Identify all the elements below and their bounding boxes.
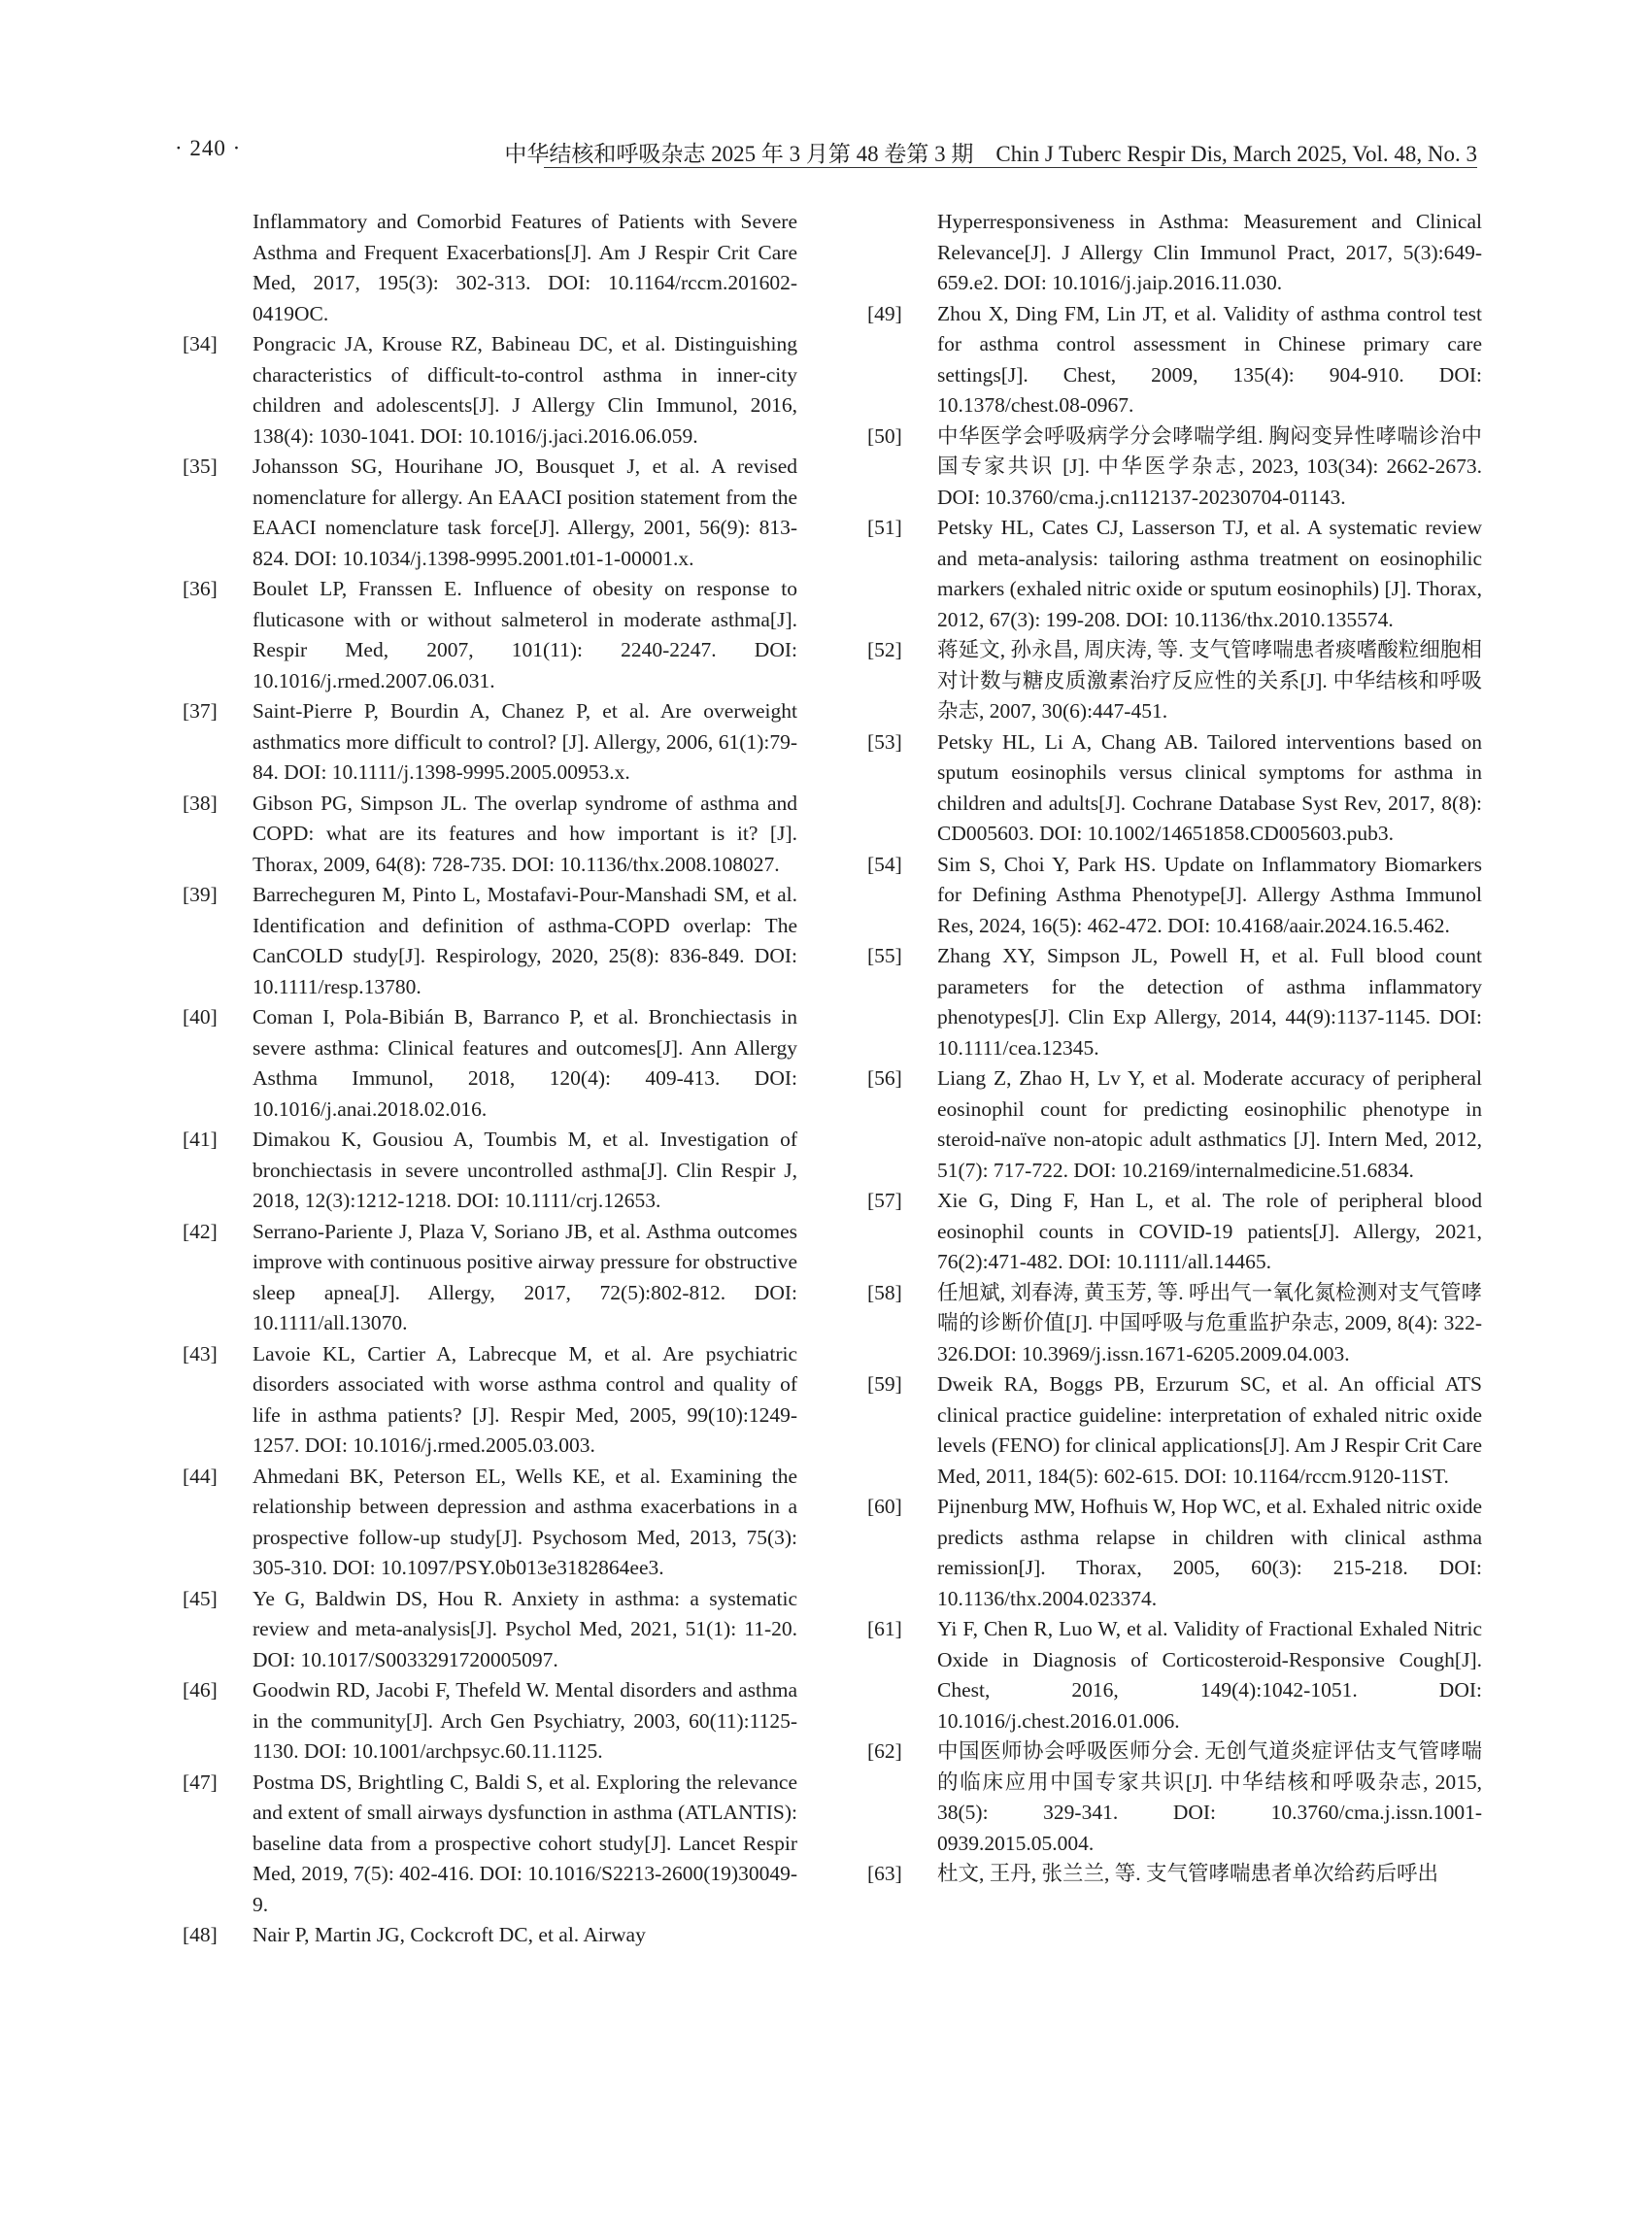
reference-text: Dimakou K, Gousiou A, Toumbis M, et al. Investigation of bronchiectasis in severe uncontrolled asthma[J]. Clin Respir J, 2018, 12(3):1212-1218. DOI: 10.1111/crj.12653. bbox=[253, 1128, 797, 1212]
reference-item bbox=[867, 850, 1482, 942]
reference-number: [59] bbox=[867, 1372, 902, 1396]
reference-number: [36] bbox=[183, 577, 218, 600]
reference-text: Boulet LP, Franssen E. Influence of obesity on response to fluticasone with or without salmeterol in moderate asthma[J]. Respir Med, 2007, 101(11): 2240-2247. DOI: 10.1016/j.rmed.2007.06.031. bbox=[253, 577, 797, 692]
reference-item bbox=[183, 1584, 797, 1676]
reference-text: Petsky HL, Li A, Chang AB. Tailored interventions based on sputum eosinophils versus clinical symptoms for asthma in children and adults[J]. Cochrane Database Syst Rev, 2017, 8(8): CD005603. DOI: 10.1002/14651858.CD005603.pub3. bbox=[937, 729, 1482, 845]
reference-text: Johansson SG, Hourihane JO, Bousquet J, et al. A revised nomenclature for allergy. An EAACI position statement from the EAACI nomenclature task force[J]. Allergy, 2001, 56(9): 813-824. DOI: 10.1034/j.1398-9995.2001.t01-1-00001.x. bbox=[253, 455, 797, 570]
reference-number: [46] bbox=[183, 1678, 218, 1702]
reference-text: 中国医师协会呼吸医师分会. 无创气道炎症评估支气管哮喘的临床应用中国专家共识[J]. 中华结核和呼吸杂志, 2015, 38(5): 329-341. DOI: 10.3760/cma.j.issn.1001-0939.2015.05.004. bbox=[937, 1739, 1482, 1855]
reference-continuation bbox=[183, 207, 797, 329]
reference-number: [38] bbox=[183, 791, 218, 815]
reference-text: Pongracic JA, Krouse RZ, Babineau DC, et al. Distinguishing characteristics of difficult-to-control asthma in inner-city children and adolescents[J]. J Allergy Clin Immunol, 2016, 138(4): 1030-1041. DOI: 10.1016/j.jaci.2016.06.059. bbox=[253, 332, 797, 448]
reference-text: Sim S, Choi Y, Park HS. Update on Inflammatory Biomarkers for Defining Asthma Phenotype[J]. Allergy Asthma Immunol Res, 2024, 16(5): 462-472. DOI: 10.4168/aair.2024.16.5.462. bbox=[937, 852, 1482, 937]
reference-number: [47] bbox=[183, 1770, 218, 1794]
reference-text: Barrecheguren M, Pinto L, Mostafavi-Pour-Manshadi SM, et al. Identification and definition of asthma-COPD overlap: The CanCOLD study[J]. Respirology, 2020, 25(8): 836-849. DOI: 10.1111/resp.13780. bbox=[253, 883, 797, 998]
reference-number: [61] bbox=[867, 1617, 902, 1640]
reference-text: Zhou X, Ding FM, Lin JT, et al. Validity of asthma control test for asthma control assessment in Chinese primary care settings[J]. Chest, 2009, 135(4): 904-910. DOI: 10.1378/chest.08-0967. bbox=[937, 301, 1482, 417]
reference-number: [60] bbox=[867, 1495, 902, 1518]
reference-item bbox=[183, 1920, 797, 1951]
reference-item bbox=[867, 1186, 1482, 1278]
reference-text: Pijnenburg MW, Hofhuis W, Hop WC, et al. Exhaled nitric oxide predicts asthma relapse in children with clinical asthma remission[J]. Thorax, 2005, 60(3): 215-218. DOI: 10.1136/thx.2004.023374. bbox=[937, 1495, 1482, 1610]
reference-item bbox=[183, 880, 797, 1002]
reference-number: [37] bbox=[183, 699, 218, 723]
reference-text: 任旭斌, 刘春涛, 黄玉芳, 等. 呼出气一氧化氮检测对支气管哮喘的诊断价值[J]. 中国呼吸与危重监护杂志, 2009, 8(4): 322-326.DOI: 10.3969/j.issn.1671-6205.2009.04.003. bbox=[937, 1280, 1482, 1365]
reference-item bbox=[867, 727, 1482, 850]
reference-number: [43] bbox=[183, 1341, 218, 1365]
reference-text: 中华医学会呼吸病学分会哮喘学组. 胸闷变异性哮喘诊治中国专家共识 [J]. 中华医学杂志, 2023, 103(34): 2662-2673. DOI: 10.3760/cma.j.cn112137-20230704-01143. bbox=[937, 423, 1482, 509]
reference-item bbox=[183, 696, 797, 789]
reference-text: Ye G, Baldwin DS, Hou R. Anxiety in asthma: a systematic review and meta-analysis[J]. Psychol Med, 2021, 51(1): 11-20. DOI: 10.1017/S0033291720005097. bbox=[253, 1586, 797, 1671]
reference-number: [55] bbox=[867, 944, 902, 967]
page-number: · 240 · bbox=[175, 136, 242, 160]
reference-text: Inflammatory and Comorbid Features of Patients with Severe Asthma and Frequent Exacerbations[J]. Am J Respir Crit Care Med, 2017, 195(3): 302-313. DOI: 10.1164/rccm.201602-0419OC. bbox=[253, 210, 797, 325]
reference-text: Saint-Pierre P, Bourdin A, Chanez P, et al. Are overweight asthmatics more difficult to control? [J]. Allergy, 2006, 61(1):79-84. DOI: 10.1111/j.1398-9995.2005.00953.x. bbox=[253, 699, 797, 784]
reference-number: [44] bbox=[183, 1464, 218, 1488]
reference-number: [53] bbox=[867, 729, 902, 754]
reference-text: 蒋延文, 孙永昌, 周庆涛, 等. 支气管哮喘患者痰嗜酸粒细胞相对计数与糖皮质激素治疗反应性的关系[J]. 中华结核和呼吸杂志, 2007, 30(6):447-451. bbox=[937, 638, 1482, 723]
reference-number: [49] bbox=[867, 301, 902, 325]
reference-number: [51] bbox=[867, 516, 902, 539]
reference-text: Zhang XY, Simpson JL, Powell H, et al. Full blood count parameters for the detection of asthma inflammatory phenotypes[J]. Clin Exp Allergy, 2014, 44(9):1137-1145. DOI: 10.1111/cea.12345. bbox=[937, 944, 1482, 1060]
reference-text: Yi F, Chen R, Luo W, et al. Validity of Fractional Exhaled Nitric Oxide in Diagnosis of Corticosteroid-Responsive Cough[J]. Chest, 2016, 149(4):1042-1051. DOI: 10.1016/j.chest.2016.01.006. bbox=[937, 1617, 1482, 1733]
reference-text: Gibson PG, Simpson JL. The overlap syndrome of asthma and COPD: what are its features and how important is it? [J]. Thorax, 2009, 64(8): 728-735. DOI: 10.1136/thx.2008.108027. bbox=[253, 791, 797, 876]
reference-number: [34] bbox=[183, 332, 218, 355]
reference-text: Liang Z, Zhao H, Lv Y, et al. Moderate accuracy of peripheral eosinophil count for predicting eosinophilic phenotype in steroid-naïve non-atopic adult asthmatics [J]. Intern Med, 2012, 51(7): 717-722. DOI: 10.2169/internalmedicine.51.6834. bbox=[937, 1066, 1482, 1182]
reference-text: 杜文, 王丹, 张兰兰, 等. 支气管哮喘患者单次给药后呼出 bbox=[937, 1862, 1439, 1885]
reference-text: Serrano-Pariente J, Plaza V, Soriano JB, et al. Asthma outcomes improve with continuous positive airway pressure for obstructive sleep apnea[J]. Allergy, 2017, 72(5):802-812. DOI: 10.1111/all.13070. bbox=[253, 1219, 797, 1334]
reference-text: Lavoie KL, Cartier A, Labrecque M, et al. Are psychiatric disorders associated with worse asthma control and quality of life in asthma patients? [J]. Respir Med, 2005, 99(10):1249-1257. DOI: 10.1016/j.rmed.2005.03.003. bbox=[253, 1341, 797, 1457]
reference-text: Postma DS, Brightling C, Baldi S, et al. Exploring the relevance and extent of small airways dysfunction in asthma (ATLANTIS): baseline data from a prospective cohort study[J]. Lancet Respir Med, 2019, 7(5): 402-416. DOI: 10.1016/S2213-2600(19)30049-9. bbox=[253, 1770, 797, 1916]
reference-item bbox=[183, 452, 797, 574]
reference-item bbox=[867, 1369, 1482, 1492]
reference-text: Nair P, Martin JG, Cockcroft DC, et al. Airway bbox=[253, 1923, 646, 1946]
reference-list-right bbox=[867, 299, 1482, 1890]
reference-item bbox=[867, 941, 1482, 1063]
reference-text: Petsky HL, Cates CJ, Lasserson TJ, et al. A systematic review and meta-analysis: tailoring asthma treatment on eosinophilic markers (exhaled nitric oxide or sputum eosinophils) [J]. Thorax, 2012, 67(3): 199-208. DOI: 10.1136/thx.2010.135574. bbox=[937, 516, 1482, 631]
reference-item bbox=[867, 1063, 1482, 1186]
reference-number: [35] bbox=[183, 455, 218, 478]
reference-number: [41] bbox=[183, 1128, 218, 1151]
header-rule bbox=[544, 167, 1477, 168]
reference-item bbox=[183, 1002, 797, 1125]
reference-text: Hyperresponsiveness in Asthma: Measurement and Clinical Relevance[J]. J Allergy Clin Immunol Pract, 2017, 5(3):649-659.e2. DOI: 10.1016/j.jaip.2016.11.030. bbox=[937, 210, 1482, 294]
reference-item bbox=[183, 1339, 797, 1462]
reference-item bbox=[867, 1278, 1482, 1370]
page-header bbox=[0, 0, 1652, 165]
reference-item bbox=[183, 1462, 797, 1584]
reference-number: [39] bbox=[183, 883, 218, 906]
running-title: 中华结核和呼吸杂志 2025 年 3 月第 48 卷第 3 期 Chin J Tuberc Respir Dis, March 2025, Vol. 48, No. 3 bbox=[504, 142, 1477, 166]
reference-number: [54] bbox=[867, 852, 902, 876]
reference-column-left bbox=[183, 207, 797, 1951]
reference-item bbox=[867, 513, 1482, 635]
reference-number: [57] bbox=[867, 1189, 902, 1212]
reference-item bbox=[183, 1675, 797, 1768]
reference-text: Goodwin RD, Jacobi F, Thefeld W. Mental disorders and asthma in the community[J]. Arch Gen Psychiatry, 2003, 60(11):1125-1130. DOI: 10.1001/archpsyc.60.11.1125. bbox=[253, 1678, 797, 1763]
reference-item bbox=[867, 421, 1482, 514]
reference-item bbox=[183, 574, 797, 696]
reference-number: [42] bbox=[183, 1219, 218, 1243]
reference-text: Xie G, Ding F, Han L, et al. The role of peripheral blood eosinophil counts in COVID-19 patients[J]. Allergy, 2021, 76(2):471-482. DOI: 10.1111/all.14465. bbox=[937, 1189, 1482, 1273]
reference-item bbox=[183, 1768, 797, 1921]
reference-list-left bbox=[183, 329, 797, 1951]
reference-number: [56] bbox=[867, 1066, 902, 1090]
reference-item bbox=[183, 789, 797, 881]
reference-column-right bbox=[867, 207, 1482, 1890]
reference-number: [52] bbox=[867, 638, 902, 661]
reference-text: Ahmedani BK, Peterson EL, Wells KE, et al. Examining the relationship between depression and asthma exacerbations in a prospective follow-up study[J]. Psychosom Med, 2013, 75(3): 305-310. DOI: 10.1097/PSY.0b013e3182864ee3. bbox=[253, 1464, 797, 1579]
reference-item bbox=[867, 299, 1482, 421]
reference-number: [48] bbox=[183, 1923, 218, 1946]
reference-item bbox=[183, 329, 797, 452]
reference-number: [62] bbox=[867, 1739, 902, 1763]
reference-item bbox=[183, 1217, 797, 1339]
reference-item bbox=[183, 1125, 797, 1217]
reference-item bbox=[867, 1614, 1482, 1736]
reference-text: Dweik RA, Boggs PB, Erzurum SC, et al. An official ATS clinical practice guideline: interpretation of exhaled nitric oxide levels (FENO) for clinical applications[J]. Am J Respir Crit Care Med, 2011, 184(5): 602-615. DOI: 10.1164/rccm.9120-11ST. bbox=[937, 1372, 1482, 1488]
reference-continuation bbox=[867, 207, 1482, 299]
reference-item bbox=[867, 1859, 1482, 1890]
reference-number: [58] bbox=[867, 1280, 902, 1304]
reference-number: [40] bbox=[183, 1005, 218, 1028]
reference-text: Coman I, Pola-Bibián B, Barranco P, et al. Bronchiectasis in severe asthma: Clinical features and outcomes[J]. Ann Allergy Asthma Immunol, 2018, 120(4): 409-413. DOI: 10.1016/j.anai.2018.02.016. bbox=[253, 1005, 797, 1121]
reference-item bbox=[867, 635, 1482, 727]
reference-number: [50] bbox=[867, 423, 902, 448]
reference-number: [63] bbox=[867, 1862, 902, 1885]
reference-item bbox=[867, 1492, 1482, 1614]
reference-number: [45] bbox=[183, 1586, 218, 1610]
reference-item bbox=[867, 1736, 1482, 1859]
